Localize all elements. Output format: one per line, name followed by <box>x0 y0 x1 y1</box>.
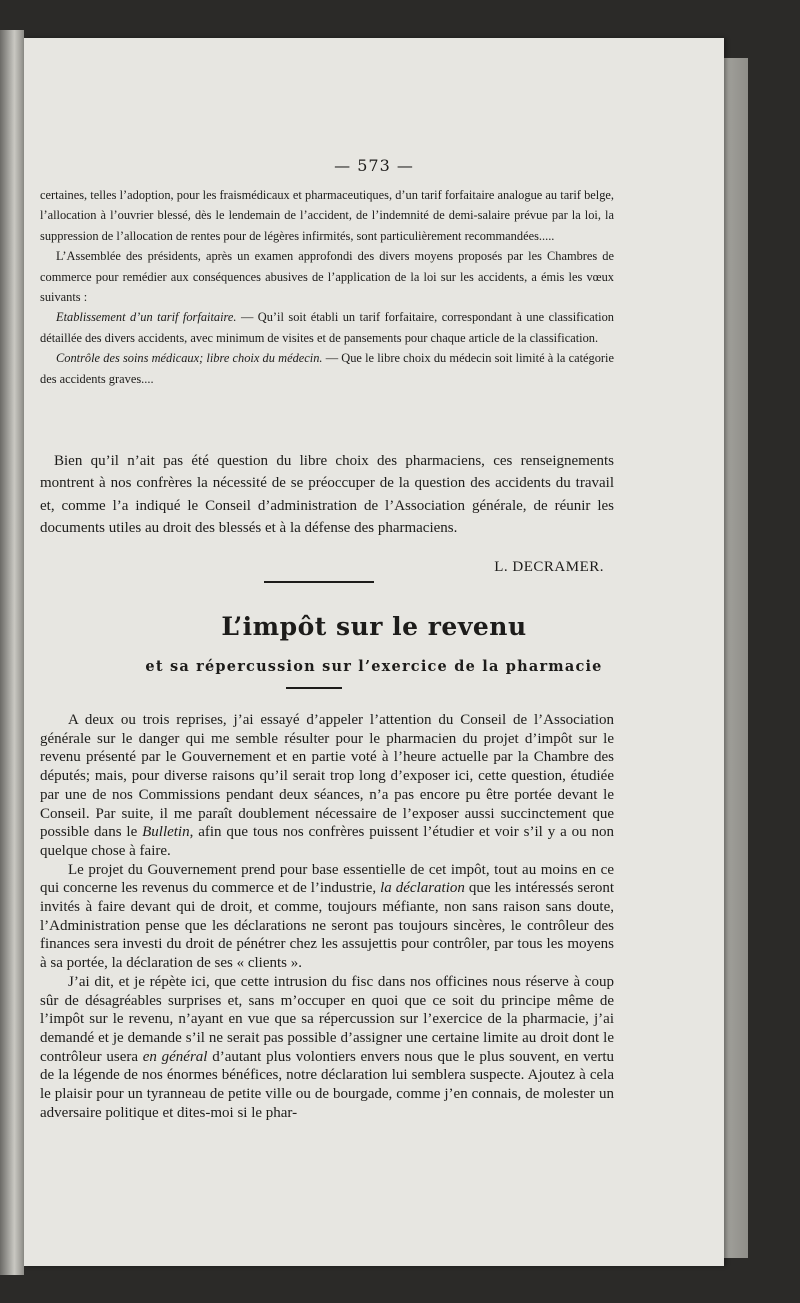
article-title: L’impôt sur le revenu <box>221 612 527 641</box>
conclusion-section <box>40 450 614 540</box>
article-paragraph <box>40 711 614 861</box>
paragraph-text: Le projet du Gouvernement prend pour base essentielle de cet impôt, tout au moins en ce qui concerne les revenus du commerce et de l’industrie, <box>40 861 614 897</box>
conclusion-paragraph: Bien qu’il n’ait pas été question du libre choix des pharmaciens, ces renseignements montrent à nos confrères la nécessité de se préoccuper de la question des accidents du travail et, comme l’a indiqué le Conseil d’administration de l’Association générale, de réunir les documents utiles au droit des blessés et à la défense des pharmaciens. <box>40 453 614 537</box>
article-paragraph <box>40 861 614 973</box>
quoted-report <box>40 185 614 389</box>
quoted-paragraph <box>40 246 614 307</box>
paragraph-text: que les intéressés seront invités à faire devant qui de droit, et comme, toujours méfiante, non sans raison sans doute, l’Administration pense que les déclarations ne seront pas toujours sincères, le contrôleur des finances sera investi du droit de pénétrer chez les assujettis pour contrôler, par tous les moyens à sa portée, la déclaration de ses « clients ». <box>40 880 615 972</box>
paragraph-emphasis: la déclaration <box>380 880 465 897</box>
paragraph-emphasis: Bulletin <box>142 824 190 841</box>
quoted-text: L’Assemblée des présidents, après un examen approfondi des divers moyens proposés par les Chambres de commerce pour remédier aux conséquences abusives de l’application de la loi sur les accidents, a émis les vœux suivants : <box>40 249 614 305</box>
article-paragraph <box>40 973 614 1123</box>
quoted-paragraph <box>40 185 614 246</box>
section-divider <box>264 581 374 583</box>
article-body <box>40 711 614 1122</box>
article-subtitle: et sa répercussion sur l’exercice de la pharmacie <box>145 658 603 675</box>
title-divider <box>286 687 342 689</box>
quoted-text: — Qu’il soit établi un tarif forfaitaire, correspondant à une classification détaillée des divers accidents, avec minimum de visites et de pansements pour chaque article de la classification. <box>40 310 614 345</box>
quoted-lead: Contrôle des soins médicaux; libre choix du médecin. <box>56 351 323 366</box>
quoted-text: — Que le libre choix du médecin soit limité à la catégorie des accidents graves.... <box>40 351 614 386</box>
document-page <box>24 38 724 1266</box>
paragraph-text: d’autant plus volontiers envers nous que le plus souvent, en vertu de la légende de nos énormes bénéfices, notre déclaration lui semblera suspecte. Ajoutez à cela le plaisir pour un tyranneau de petite ville ou de bourgade, comme j’en connais, de molester un adversaire politique et dites-moi si le phar- <box>40 1048 614 1121</box>
quoted-paragraph <box>40 307 614 348</box>
quoted-text: certaines, telles l’adoption, pour les fraismédicaux et pharmaceutiques, d’un tarif forfaitaire analogue au tarif belge, l’allocation à l’ouvrier blessé, dès le lendemain de l’accident, de l’indemnité de demi-salaire prévue par la loi, la suppression de l’allocation de rentes pour de légères infirmités, sont particulièrement recommandées..... <box>40 188 614 243</box>
paragraph-text: , afin que tous nos confrères puissent l’étudier et voir s’il y a ou non quelque chose à faire. <box>40 824 614 859</box>
paragraph-text: J’ai dit, et je répète ici, que cette intrusion du fisc dans nos officines nous réserve à coup sûr de désagréables surprises et, sans m’occuper en quoi que ce soit du principe même de l’impôt sur le revenu, n’ayant en vue que sa répercussion sur l’exercice de la pharmacie, j’ai demandé et je demande s’il ne serait pas possible d’assigner une certaine limite au droit dont le contrôleur usera <box>40 973 614 1065</box>
quoted-lead: Etablissement d’un tarif forfaitaire. <box>56 310 237 325</box>
facing-page-edge <box>0 30 24 1275</box>
paragraph-emphasis: en général <box>142 1048 208 1065</box>
quoted-paragraph <box>40 348 614 389</box>
page-number: — 573 — <box>334 156 414 175</box>
paragraph-text: A deux ou trois reprises, j’ai essayé d’appeler l’attention du Conseil de l’Association générale sur le danger qui me semble résulter pour le pharmacien du projet d’impôt sur le revenu présenté par le Gouvernement et en partie voté à l’heure actuelle par la Chambre des députés; mais, pour diverse raisons qu’il serait trop long d’exposer ici, cette question, étudiée par une de nos Commissions pendant deux séances, n’a pas encore pu être portée devant le Conseil. Par suite, il me paraît doublement nécessaire de l’exposer aussi succinctement que possible dans le <box>40 712 614 841</box>
author-signature: L. DECRAMER. <box>494 559 604 575</box>
